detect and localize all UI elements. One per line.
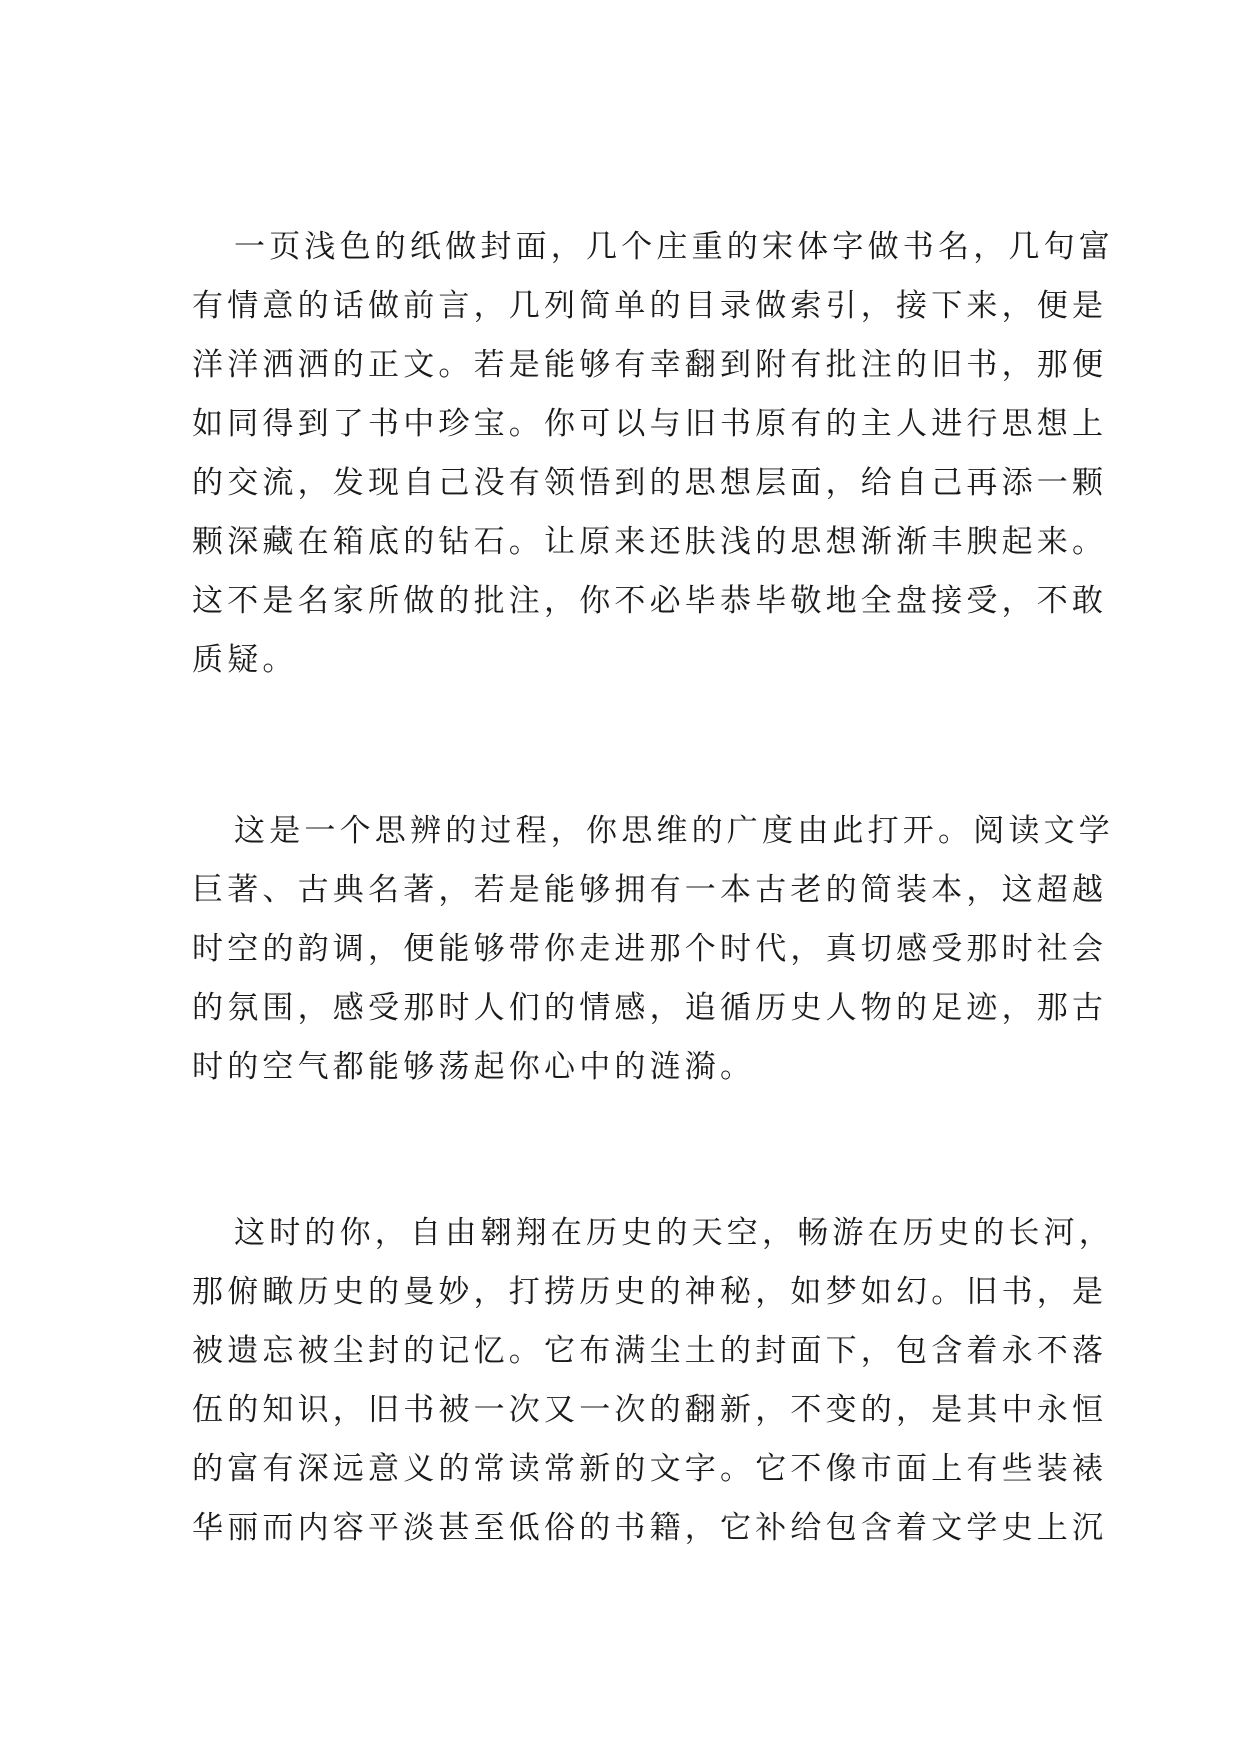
text-line: 这是一个思辨的过程，你思维的广度由此打开。阅读文学 [234,813,1114,849]
text-line: 的富有深远意义的常读常新的文字。它不像市面上有些装裱 [192,1451,1108,1487]
paragraph-2 [192,802,1114,1097]
text-line: 被遗忘被尘封的记忆。它布满尘土的封面下，包含着永不落 [192,1333,1108,1369]
paragraph-3 [192,1204,1114,1558]
text-line: 时的空气都能够荡起你心中的涟漪。 [192,1049,756,1085]
text-line: 的氛围，感受那时人们的情感，追循历史人物的足迹，那古 [192,990,1108,1026]
paragraph-1 [192,218,1114,690]
text-line: 伍的知识，旧书被一次又一次的翻新，不变的，是其中永恒 [192,1392,1108,1428]
text-line: 一页浅色的纸做封面，几个庄重的宋体字做书名，几句富 [234,229,1114,265]
text-line: 这时的你，自由翱翔在历史的天空，畅游在历史的长河， [234,1215,1114,1251]
text-line: 有情意的话做前言，几列简单的目录做索引，接下来，便是 [192,288,1108,324]
text-line: 质疑。 [192,642,298,678]
text-line: 颗深藏在箱底的钻石。让原来还肤浅的思想渐渐丰腴起来。 [192,524,1108,560]
text-line: 如同得到了书中珍宝。你可以与旧书原有的主人进行思想上 [192,406,1108,442]
text-line: 的交流，发现自己没有领悟到的思想层面，给自己再添一颗 [192,465,1108,501]
text-line: 那俯瞰历史的曼妙，打捞历史的神秘，如梦如幻。旧书，是 [192,1274,1108,1310]
text-line: 时空的韵调，便能够带你走进那个时代，真切感受那时社会 [192,931,1108,967]
text-line: 巨著、古典名著，若是能够拥有一本古老的简装本，这超越 [192,872,1108,908]
text-line: 洋洋洒洒的正文。若是能够有幸翻到附有批注的旧书，那便 [192,347,1108,383]
text-line: 华丽而内容平淡甚至低俗的书籍，它补给包含着文学史上沉 [192,1510,1108,1546]
text-line: 这不是名家所做的批注，你不必毕恭毕敬地全盘接受，不敢 [192,583,1108,619]
